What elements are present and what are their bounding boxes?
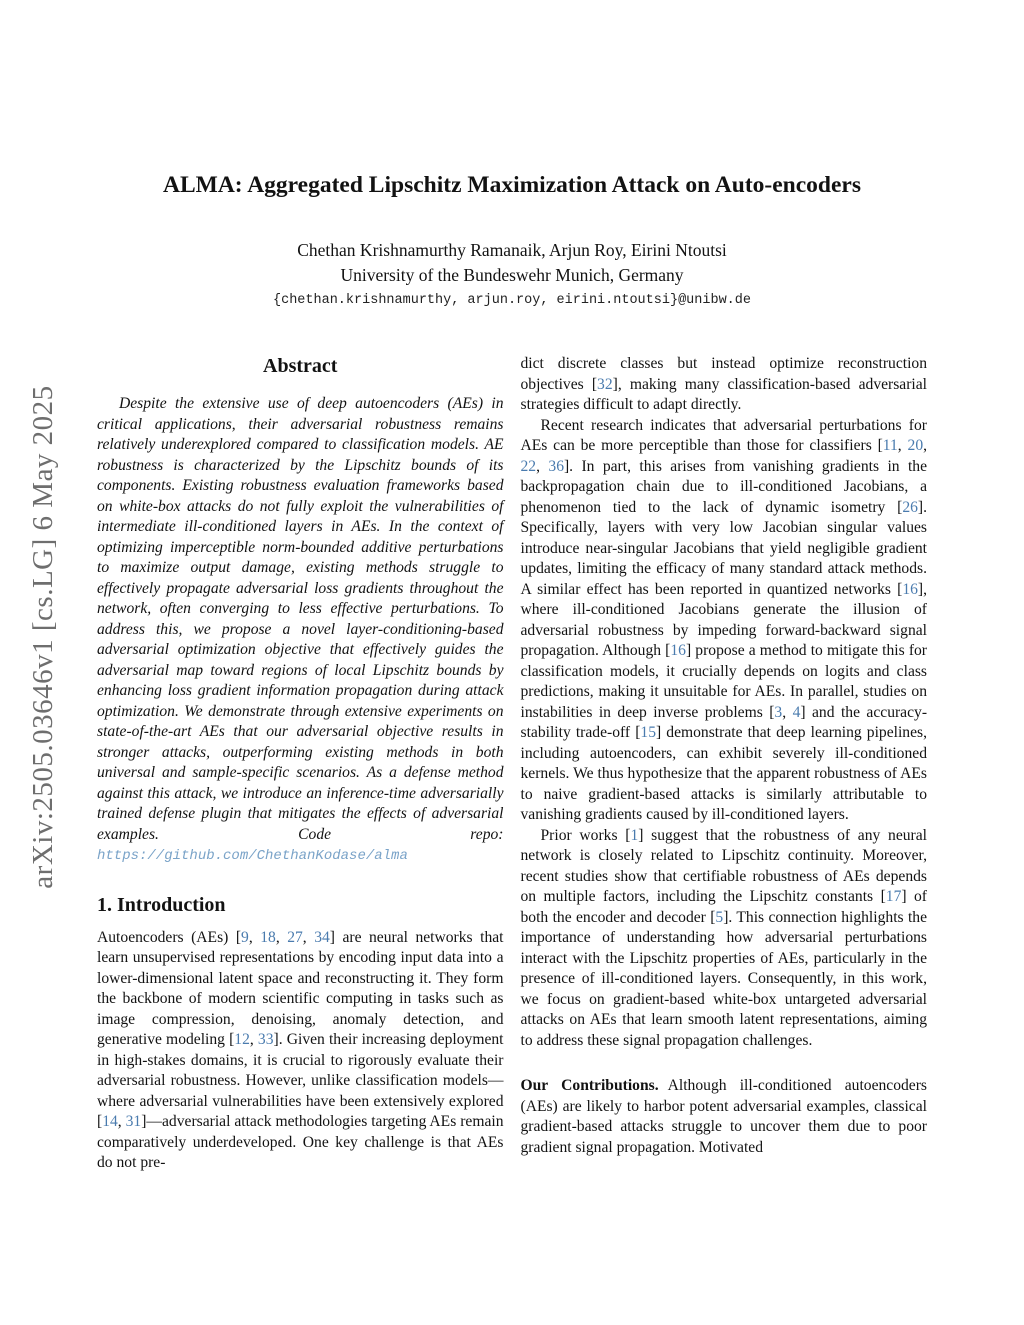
text-run: ]. Given their increasing deployment in high-stakes domains, it is crucial to rigorously evaluate their adversarial robustness. However, unlike classification models—where adversarial vulnerabilities have been extensively explored [ (97, 1031, 504, 1130)
text-run: ]—adversarial attack methodologies targeting AEs remain comparatively underdeveloped. One key challenge is that AEs do not pre- (97, 1113, 504, 1171)
text-run: , (923, 437, 928, 454)
citation-link[interactable]: 17 (885, 888, 902, 905)
text-run: ] demonstrate that deep learning pipelines, including autoencoders, can exhibit severely ill-conditioned kernels. We thus hypothesize that the apparent robustness of AEs to naive gradient-based attacks is similarly attributable to vanishing gradients caused by ill-conditioned layers. (520, 724, 927, 823)
citation-link[interactable]: 32 (597, 375, 613, 393)
citation-link[interactable]: 22 (520, 457, 537, 475)
text-run: ]. This connection highlights the importance of understanding how adversarial perturbations interact with the Lipschitz properties of AEs, particularly in the presence of ill-conditioned layers. Consequently, in this work, we focus on gradient-based white-box untargeted adversarial attacks on AEs that learn smooth latent representations, aiming to address these signal propagation challenges. (520, 908, 927, 1049)
citation-link[interactable]: 15 (640, 724, 656, 741)
citation-link[interactable]: 20 (907, 437, 924, 454)
text-run: Autoencoders (AEs) [ (97, 928, 242, 946)
text-run: ]. In part, this arises from vanishing gradients in the backpropagation chain due to ill-conditioned Jacobians, a phenomenon tied to the lack of dynamic isometry [ (520, 457, 928, 516)
citation-link[interactable]: 26 (902, 498, 918, 516)
citation-link[interactable]: 34 (314, 928, 330, 946)
contributions-paragraph (521, 1076, 928, 1158)
citation-link[interactable]: 3 (774, 703, 783, 721)
paragraph-run-in-heading: Our Contributions. (520, 1077, 659, 1094)
citation-link[interactable]: 11 (882, 437, 898, 454)
text-run: ] propose a method to mitigate this for classification models, it crucially depends on logits and class predictions, making it unsuitable for AEs. In parallel, studies on instabilities in deep inverse problems [ (520, 642, 927, 721)
text-run: , (782, 703, 793, 721)
text-run: dict discrete classes but instead optimize reconstruction objectives [ (520, 355, 927, 393)
text-run: ], making many classification-based adversarial strategies difficult to adapt directly. (520, 375, 927, 413)
citation-link[interactable]: 33 (257, 1031, 274, 1048)
citation-link[interactable]: 31 (125, 1113, 142, 1130)
citation-link[interactable]: 16 (670, 642, 686, 659)
text-run: , (275, 928, 288, 946)
text-run: , (897, 437, 908, 454)
code-repo-link[interactable]: https://github.com/ChethanKodase/alma (97, 848, 408, 864)
citation-link[interactable]: 9 (241, 928, 249, 946)
citation-link[interactable]: 14 (102, 1113, 118, 1130)
text-run: , (117, 1113, 126, 1130)
section-heading-introduction: 1. Introduction (97, 893, 226, 916)
affiliation: University of the Bundeswehr Munich, Germany (340, 265, 684, 285)
citation-link[interactable]: 16 (902, 580, 918, 598)
text-run: ] suggest that the robustness of any neural network is closely related to Lipschitz continuity. Moreover, recent studies show that certifiable robustness of AEs depends on multiple factors, including the Lipschitz constants [ (520, 826, 927, 905)
text-run: Recent research indicates that adversarial perturbations for AEs can be more perceptible than those for classifiers [ (520, 416, 927, 454)
text-run: ] of both the encoder and decoder [ (520, 888, 927, 926)
text-run: , (302, 928, 315, 946)
right-column (521, 354, 928, 1174)
left-column (97, 354, 504, 1174)
text-run: , (536, 457, 549, 475)
text-run: , (248, 928, 261, 946)
introduction-paragraph (97, 928, 504, 1174)
text-run: ] are neural networks that learn unsupervised representations by encoding input data into a lower-dimensional latent space and reconstructing it. They form the backbone of modern scientific computing in tasks such as image compression, denoising, anomaly detection, and generative modeling [ (97, 928, 504, 1048)
citation-link[interactable]: 5 (715, 908, 724, 926)
two-column-body (0, 354, 1024, 1174)
text-run: Prior works [ (540, 826, 631, 844)
citation-link[interactable]: 4 (792, 703, 801, 721)
body-paragraph (521, 354, 928, 416)
citation-link[interactable]: 12 (234, 1031, 250, 1048)
text-run: ], where ill-conditioned Jacobians generate the illusion of adversarial robustness by impeding forward-backward signal propagation. Although [ (520, 580, 927, 659)
text-run: , (249, 1031, 258, 1048)
body-paragraph (521, 826, 928, 1052)
text-run: ]. Specifically, layers with very low Jacobian singular values introduce near-singular Jacobians that yield negligible gradient updates, limiting the efficacy of many standard attack methods. A similar effect has been reported in quantized networks [ (520, 498, 927, 598)
body-paragraph (521, 416, 928, 826)
text-run: Although ill-conditioned autoencoders (AEs) are likely to harbor potent adversarial examples, classical gradient-based attacks struggle to uncover them due to poor gradient signal propagation. Motivated (520, 1077, 927, 1156)
text-run: ] and the accuracy-stability trade-off [ (520, 703, 928, 741)
abstract-heading: Abstract (263, 355, 338, 377)
citation-link[interactable]: 27 (287, 928, 303, 946)
paper-title: ALMA: Aggregated Lipschitz Maximization Attack on Auto-encoders (163, 172, 861, 198)
abstract-paragraph (97, 394, 504, 867)
author-emails: {chethan.krishnamurthy, arjun.roy, eirini.ntoutsi}@unibw.de (273, 293, 751, 308)
citation-link[interactable]: 1 (630, 826, 639, 844)
author-list: Chethan Krishnamurthy Ramanaik, Arjun Roy, Eirini Ntoutsi (297, 240, 727, 260)
citation-link[interactable]: 18 (260, 928, 276, 946)
citation-link[interactable]: 36 (548, 457, 564, 475)
arxiv-watermark: arXiv:2505.03646v1 [cs.LG] 6 May 2025 (27, 385, 59, 889)
text-run: Despite the extensive use of deep autoencoders (AEs) in critical applications, their adversarial robustness remains relatively underexplored compared to classification models. AE robustness is characterized by the Lipschitz bounds of its components. Existing robustness evaluation frameworks based on white-box attacks do not fully exploit the vulnerabilities of intermediate ill-conditioned layers in AEs. In the context of optimizing imperceptible norm-bounded additive perturbations to maximize output damage, existing methods struggle to effectively propagate adversarial loss gradients throughout the network, often converging to less effective perturbations. To address this, we propose a novel layer-conditioning-based adversarial optimization objective that effectively guides the adversarial map toward regions of local Lipschitz bounds by enhancing loss gradient information propagation during attack optimization. We demonstrate through extensive experiments on state-of-the-art AEs that our adversarial objective results in stronger attacks, outperforming existing methods in both universal and sample-specific scenarios. As a defense method against this attack, we introduce an inference-time adversarially trained defense plugin that mitigates the effects of adversarial examples. Code repo: (97, 395, 504, 843)
